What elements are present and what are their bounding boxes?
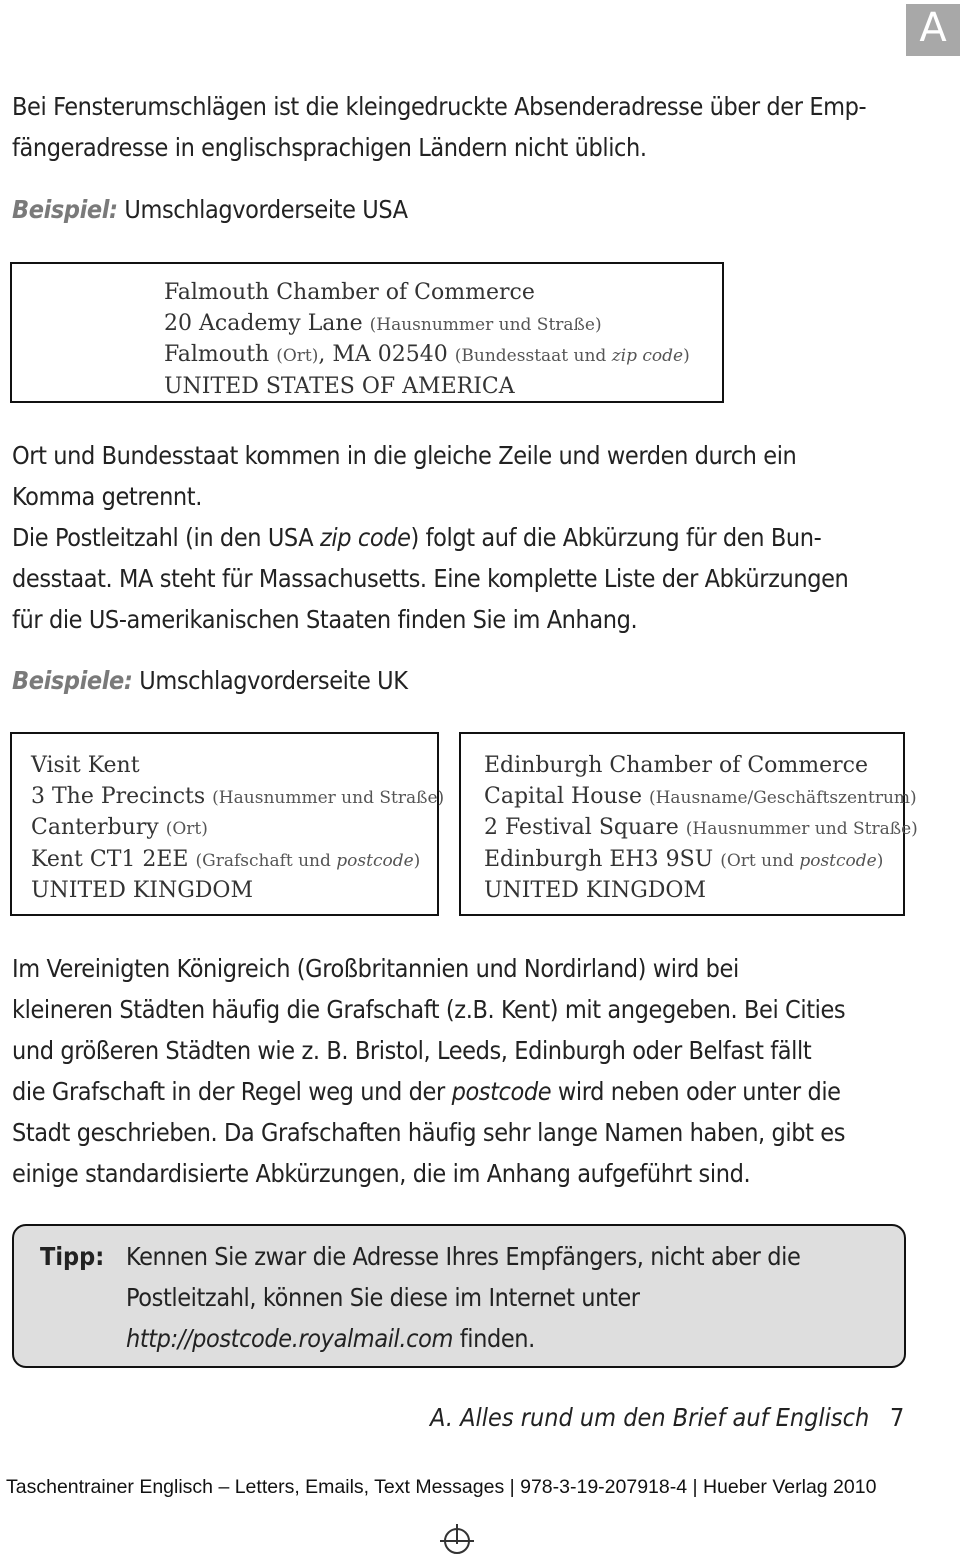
- usa-street-note: (Hausnummer und Straße): [369, 314, 602, 335]
- usa-expl-line-1: Ort und Bundesstaat kommen in die gleiche Zeile und werden durch ein: [12, 441, 797, 470]
- zip-code-term: zip code: [320, 523, 411, 552]
- uk-expl-line-6: einige standardisierte Abkürzungen, die im Anhang aufgeführt sind.: [12, 1159, 751, 1188]
- example-usa-heading: [12, 189, 912, 230]
- tip-text: [126, 1236, 886, 1359]
- kent-line-2: 3 The Precincts (Hausnummer und Straße): [31, 783, 445, 809]
- tip-label: Tipp:: [40, 1242, 105, 1271]
- example-label: Beispiel:: [12, 195, 118, 224]
- examples-label: Beispiele:: [12, 666, 133, 695]
- chapter-tab-letter: A: [919, 5, 947, 51]
- usa-explanation: [12, 435, 912, 640]
- usa-expl-line-3a: Die Postleitzahl (in den USA: [12, 523, 320, 552]
- usa-address-line-1: Falmouth Chamber of Commerce: [164, 280, 535, 305]
- kent-line-1: Visit Kent: [31, 753, 140, 778]
- usa-expl-line-3c: ) folgt auf die Abkürzung für den Bun-: [410, 523, 822, 552]
- uk-expl-line-1: Im Vereinigten Königreich (Großbritannien und Nordirland) wird bei: [12, 954, 739, 983]
- footer-citation: Taschentrainer Englisch – Letters, Emails, Text Messages | 978-3-19-207918-4 | Hueber Verlag 2010: [6, 1476, 877, 1498]
- uk-expl-line-5: Stadt geschrieben. Da Grafschaften häufig sehr lange Namen haben, gibt es: [12, 1118, 846, 1147]
- uk-expl-line-3: und größeren Städten wie z. B. Bristol, Leeds, Edinburgh oder Belfast fällt: [12, 1036, 812, 1065]
- example-uk-heading: [12, 660, 912, 701]
- usa-country: UNITED STATES OF AMERICA: [164, 373, 515, 399]
- chapter-title: A. Alles rund um den Brief auf Englisch: [430, 1403, 870, 1432]
- uk-expl-line-2: kleineren Städten häufig die Grafschaft (z.B. Kent) mit angegeben. Bei Cities: [12, 995, 846, 1024]
- kent-line-4: Kent CT1 2EE (Grafschaft und postcode): [31, 846, 421, 872]
- uk-explanation: [12, 948, 912, 1194]
- usa-city: Falmouth: [164, 342, 270, 367]
- tip-line-1: Kennen Sie zwar die Adresse Ihres Empfängers, nicht aber die: [126, 1242, 801, 1271]
- postcode-url-link[interactable]: http://postcode.royalmail.com: [126, 1324, 453, 1353]
- usa-address-line-3: [164, 340, 722, 372]
- edinburgh-line-4: Edinburgh EH3 9SU (Ort und postcode): [484, 846, 884, 872]
- usa-city-note: (Ort): [276, 346, 319, 366]
- uk-expl-line-4a: die Grafschaft in der Regel weg und der: [12, 1077, 452, 1106]
- usa-state-zip-note: (Bundesstaat und zip code): [454, 346, 690, 366]
- tip-line-2: Postleitzahl, können Sie diese im Internet unter: [126, 1283, 640, 1312]
- usa-address-box: [10, 262, 724, 403]
- tip-line-3-end: finden.: [452, 1324, 535, 1353]
- intro-line-1: Bei Fensterumschlägen ist die kleingedruckte Absenderadresse über der Emp-: [12, 92, 867, 121]
- uk-kent-address-box: [10, 732, 445, 916]
- edinburgh-line-2: Capital House (Hausname/Geschäftszentrum): [484, 783, 917, 809]
- tip-box: [12, 1224, 906, 1368]
- edinburgh-line-1: Edinburgh Chamber of Commerce: [484, 753, 869, 778]
- intro-line-2: fängeradresse in englischsprachigen Ländern nicht üblich.: [12, 133, 647, 162]
- edinburgh-line-3: 2 Festival Square (Hausnummer und Straße): [484, 815, 918, 840]
- usa-state-zip: , MA 02540: [318, 342, 448, 367]
- intro-paragraph: [12, 86, 912, 168]
- kent-country: UNITED KINGDOM: [31, 878, 253, 903]
- uk-expl-line-4c: wird neben oder unter die: [551, 1077, 841, 1106]
- edinburgh-country: UNITED KINGDOM: [484, 878, 706, 903]
- example-usa-text: Umschlagvorderseite USA: [117, 195, 408, 224]
- page-number: 7: [890, 1403, 905, 1432]
- kent-line-3: Canterbury (Ort): [31, 815, 208, 840]
- usa-expl-line-5: für die US-amerikanischen Staaten finden Sie im Anhang.: [12, 605, 638, 634]
- example-uk-text: Umschlagvorderseite UK: [132, 666, 408, 695]
- usa-expl-line-4: desstaat. MA steht für Massachusetts. Eine komplette Liste der Abkürzungen: [12, 564, 849, 593]
- usa-expl-line-2: Komma getrennt.: [12, 482, 202, 511]
- crop-mark-icon: [444, 1528, 470, 1554]
- postcode-term: postcode: [451, 1077, 552, 1106]
- chapter-tab: [906, 4, 960, 56]
- usa-address-line-2: [164, 309, 722, 341]
- usa-street: 20 Academy Lane: [164, 310, 363, 336]
- uk-edinburgh-address-box: [459, 732, 918, 916]
